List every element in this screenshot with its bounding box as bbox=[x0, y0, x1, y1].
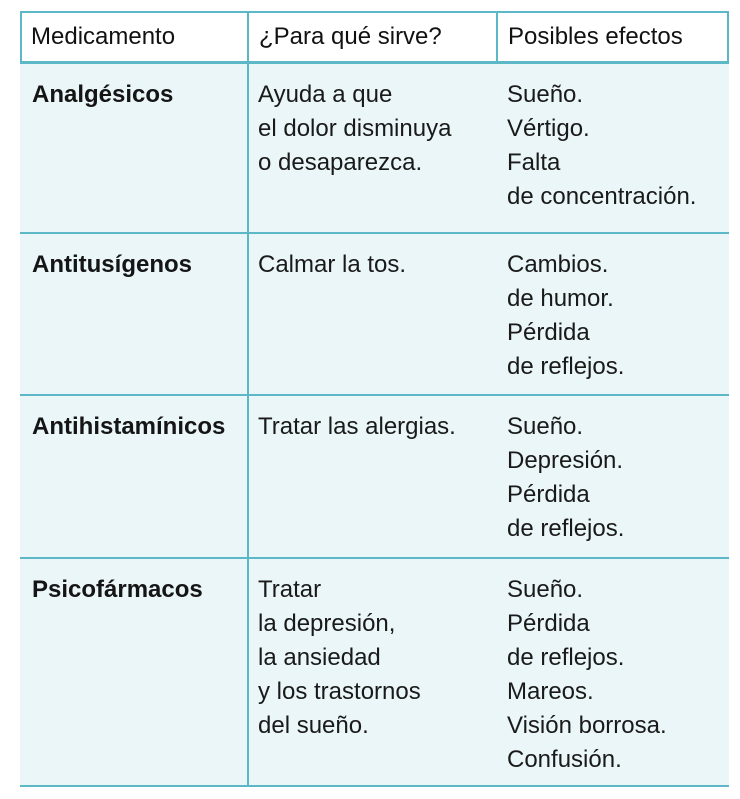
use-line: el dolor disminuya bbox=[258, 115, 452, 142]
header-medicamento: Medicamento bbox=[31, 23, 176, 50]
header-para-que-sirve: ¿Para qué sirve? bbox=[259, 23, 442, 50]
row-effects bbox=[507, 410, 624, 546]
use-line: la ansiedad bbox=[258, 644, 381, 671]
effect-line: de concentración. bbox=[507, 183, 697, 210]
medication-table bbox=[20, 11, 729, 787]
table-row bbox=[20, 396, 729, 559]
use-line: o desaparezca. bbox=[258, 149, 423, 176]
row-medication-name: Psicofármacos bbox=[32, 576, 203, 603]
effect-line: de humor. bbox=[507, 285, 614, 312]
table-row bbox=[20, 559, 729, 785]
row-use bbox=[258, 248, 406, 282]
row-medication-name: Antihistamínicos bbox=[32, 413, 226, 440]
effect-line: de reflejos. bbox=[507, 353, 625, 380]
use-line: Ayuda a que bbox=[258, 81, 393, 108]
row-medication-name: Antitusígenos bbox=[32, 251, 192, 278]
row-use bbox=[258, 410, 456, 444]
effect-line: Cambios. bbox=[507, 251, 609, 278]
effect-line: Mareos. bbox=[507, 678, 594, 705]
effect-line: Pérdida bbox=[507, 319, 590, 346]
effect-line: Falta bbox=[507, 149, 561, 176]
effect-line: Pérdida bbox=[507, 610, 590, 637]
effect-line: Depresión. bbox=[507, 447, 624, 474]
row-use bbox=[258, 573, 421, 743]
table-row bbox=[20, 234, 729, 396]
use-line: la depresión, bbox=[258, 610, 396, 637]
row-medication-name: Analgésicos bbox=[32, 81, 174, 108]
table-header bbox=[20, 13, 729, 64]
use-line: y los trastornos bbox=[258, 678, 421, 705]
table-row bbox=[20, 64, 729, 234]
use-line: Tratar las alergias. bbox=[258, 413, 456, 440]
effect-line: de reflejos. bbox=[507, 515, 625, 542]
effect-line: Vértigo. bbox=[507, 115, 590, 142]
row-effects bbox=[507, 78, 696, 214]
effect-line: Sueño. bbox=[507, 576, 584, 603]
use-line: del sueño. bbox=[258, 712, 369, 739]
header-left-border bbox=[20, 13, 22, 64]
effect-line: Sueño. bbox=[507, 81, 584, 108]
header-posibles-efectos: Posibles efectos bbox=[508, 23, 683, 50]
row-effects bbox=[507, 573, 667, 777]
header-right-border bbox=[727, 13, 729, 64]
effect-line: Sueño. bbox=[507, 413, 584, 440]
effect-line: Pérdida bbox=[507, 481, 590, 508]
effect-line: Visión borrosa. bbox=[507, 712, 667, 739]
row-effects bbox=[507, 248, 624, 384]
column-divider-2 bbox=[496, 13, 498, 64]
effect-line: de reflejos. bbox=[507, 644, 625, 671]
use-line: Tratar bbox=[258, 576, 322, 603]
use-line: Calmar la tos. bbox=[258, 251, 407, 278]
row-use bbox=[258, 78, 451, 180]
effect-line: Confusión. bbox=[507, 746, 622, 773]
